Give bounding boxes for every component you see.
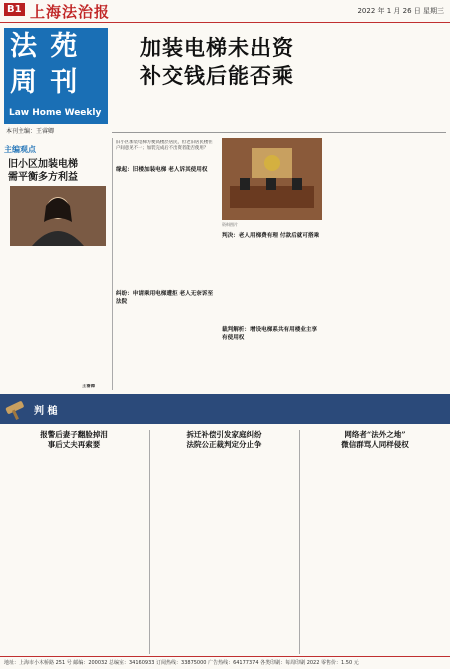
editor-credit: 本刊主编：王睿卿	[6, 128, 55, 135]
story-3-title-2: 微信群骂人同样侵权	[341, 440, 409, 449]
headline-line-2: 补交钱后能否乘	[140, 63, 294, 88]
column-rule	[299, 430, 300, 654]
courtroom-photo	[222, 138, 322, 220]
story-1-title-1: 报警后妻子翻脸掉泪	[40, 430, 108, 439]
judge-label: 判 槌	[34, 406, 58, 417]
story-3-title-1: 网络者“法外之地”	[344, 430, 406, 439]
host-title	[8, 158, 108, 184]
story-3-title	[304, 430, 446, 450]
host-title-2: 需平衡多方利益	[8, 172, 78, 183]
host-photo	[10, 186, 106, 246]
footer: 地址：上海市小木桥路 251 号 邮编：200032 总编室：34160933 订阅热线：33875000 广告热线：64177374 各类印刷：每周印刷 2022 零售价：1.50 元	[0, 656, 450, 668]
headline-line-1: 加装电梯未出资	[140, 35, 294, 60]
story-2-title	[154, 430, 294, 450]
judge-section-bar	[0, 394, 450, 424]
divider	[112, 132, 446, 133]
brand-line-2: 周 刊	[10, 67, 80, 98]
story-2-title-1: 拆迁补偿引发家庭纠纷	[186, 430, 262, 439]
host-tag: 主编观点	[4, 145, 36, 154]
column-rule	[112, 138, 113, 390]
dateline: 2022 年 1 月 26 日 星期三	[357, 7, 444, 15]
lede: 旧小区加装电梯方便高楼层居民，但老旧居民楼住户间意见不一；加装完成后不出资者能否使用？	[116, 140, 213, 151]
column-rule	[149, 430, 150, 654]
photo-caption: 资料图片	[222, 222, 238, 227]
story-1-title	[4, 430, 144, 450]
section-4-title: 裁判解析：增设电梯系共有用楼业主享有使用权	[222, 327, 318, 341]
main-headline	[140, 34, 440, 90]
page-badge: B1	[4, 3, 25, 16]
brand-en: Law Home Weekly	[9, 108, 102, 118]
host-title-1: 旧小区加装电梯	[8, 159, 78, 170]
section-2-title: 纠纷：申请乘用电梯遭拒 老人无奈诉至法院	[116, 291, 214, 305]
story-1-title-2: 事后丈夫再索要	[47, 440, 101, 449]
story-2-title-2: 法院公正裁判定分止争	[186, 440, 262, 449]
paper-name: 上海法治报	[30, 3, 111, 21]
section-1-title: 缘起：旧楼加装电梯 老人诉其使用权	[116, 167, 208, 173]
host-author: 王睿卿	[82, 384, 96, 389]
host-body	[8, 250, 108, 390]
brand-line-1: 法 苑	[10, 31, 80, 62]
section-3-title: 判决：老人用梯费有理 付款后就可搭乘	[222, 233, 320, 239]
weekly-brand	[4, 28, 108, 124]
